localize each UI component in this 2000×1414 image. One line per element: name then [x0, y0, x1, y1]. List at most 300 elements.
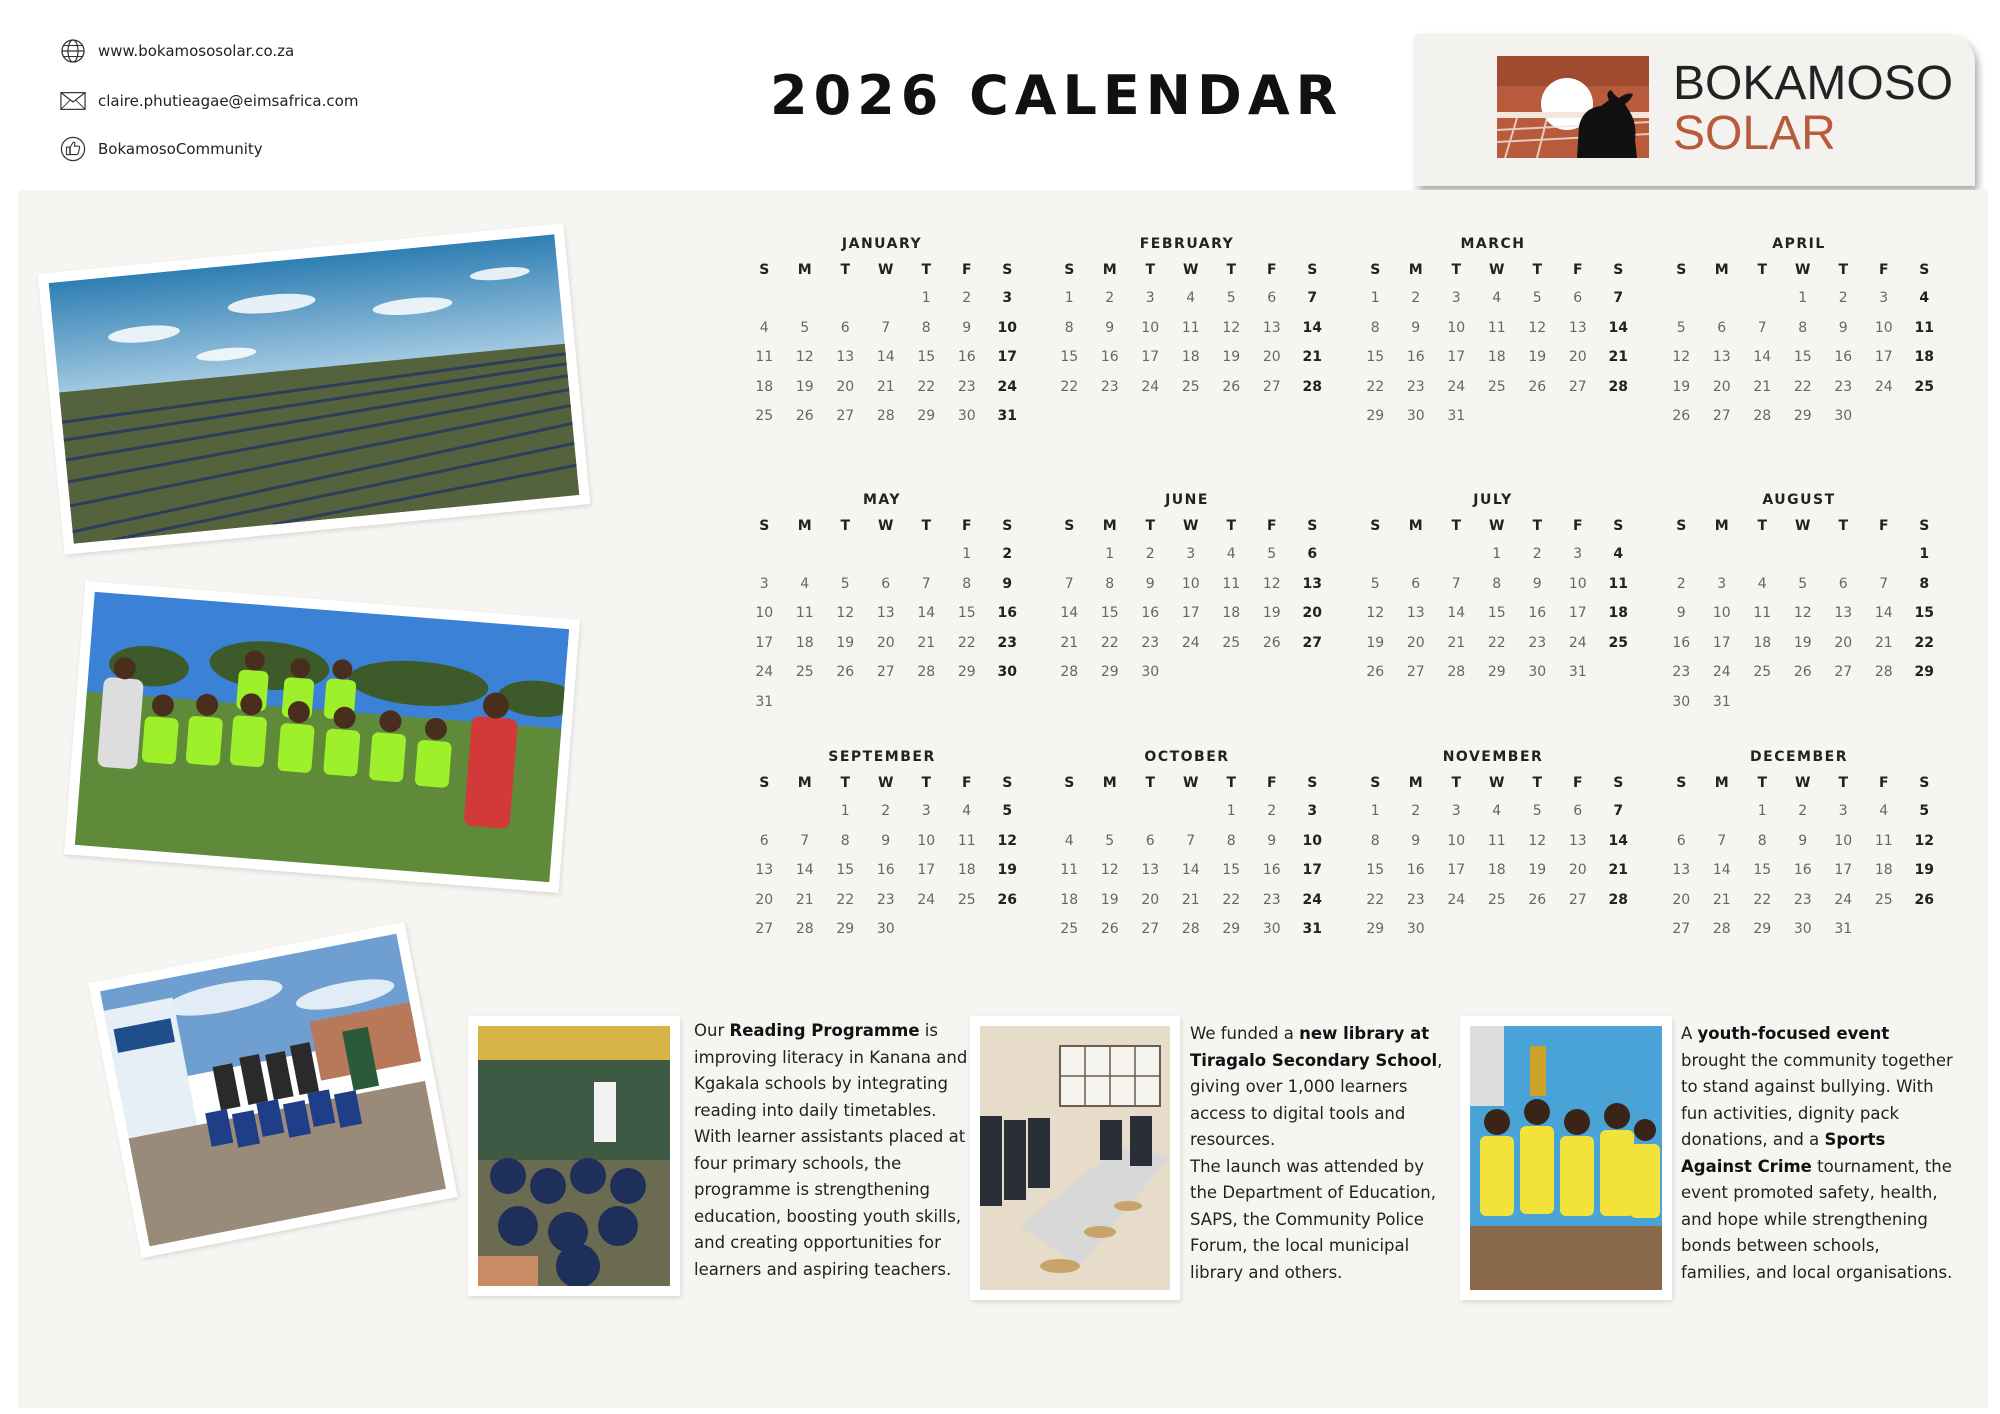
weekday-header: T — [1451, 775, 1462, 791]
day-cell: 2 — [881, 803, 891, 819]
day-cell: 6 — [1717, 319, 1727, 336]
day-cell: 18 — [1874, 862, 1893, 878]
story-highlight: Reading Programme — [729, 1021, 920, 1040]
empty-cell — [1661, 797, 1702, 827]
day-cell: 30 — [1793, 921, 1812, 937]
day-cell: 24 — [1712, 664, 1731, 680]
day-cell: 28 — [1447, 664, 1466, 680]
weekday-header: T — [840, 518, 851, 534]
day-cell: 11 — [957, 832, 976, 849]
day-cell: 18 — [1487, 349, 1506, 365]
day-cell: 3 — [1879, 290, 1889, 306]
weekday-header: T — [1838, 262, 1849, 278]
weekday-header: S — [759, 775, 770, 791]
day-cell: 14 — [917, 605, 936, 621]
weekday-header: S — [1307, 262, 1318, 278]
contact-social[interactable] — [60, 136, 263, 162]
day-cell: 25 — [1060, 921, 1079, 937]
solar-farm-photo — [38, 223, 591, 554]
weekday-header: S — [1370, 518, 1381, 534]
day-cell: 7 — [1757, 319, 1767, 336]
day-cell: 20 — [1406, 634, 1425, 651]
day-cell: 18 — [1181, 349, 1200, 365]
day-cell: 23 — [1672, 664, 1691, 680]
day-cell: 24 — [1874, 378, 1893, 395]
day-cell: 22 — [836, 891, 855, 908]
weekday-header: T — [1757, 775, 1768, 791]
day-cell: 17 — [1447, 862, 1466, 878]
day-cell: 12 — [1262, 575, 1281, 592]
empty-cell — [1783, 540, 1824, 570]
weekday-header: M — [1102, 518, 1117, 534]
day-cell: 30 — [1834, 408, 1853, 424]
day-cell: 17 — [1834, 862, 1853, 878]
empty-cell — [1702, 284, 1743, 314]
day-cell: 5 — [840, 575, 850, 592]
month-july — [1355, 492, 1631, 688]
youth-event-story — [1681, 1021, 1953, 1286]
day-cell: 20 — [1672, 891, 1691, 908]
day-cell: 23 — [1100, 378, 1119, 395]
logo-card — [1415, 34, 1975, 186]
month-name: SEPTEMBER — [828, 749, 936, 765]
day-cell: 21 — [1608, 349, 1628, 365]
day-cell: 29 — [1366, 921, 1385, 937]
day-cell: 24 — [1141, 378, 1160, 395]
day-cell: 21 — [1302, 349, 1322, 365]
day-cell: 8 — [1919, 575, 1930, 592]
day-cell: 6 — [759, 832, 769, 849]
day-cell: 14 — [1181, 862, 1200, 878]
weekday-header: S — [1613, 262, 1624, 278]
story-text: tournament, the event promoted safety, health, and hope while strengthening bonds between schools, families, and local organisations. — [1681, 1156, 1953, 1282]
day-cell: 24 — [1181, 634, 1200, 651]
day-cell: 4 — [1919, 290, 1930, 306]
day-cell: 9 — [1145, 575, 1155, 592]
day-cell: 22 — [1366, 891, 1385, 908]
day-cell: 21 — [1060, 634, 1079, 651]
day-cell: 11 — [795, 605, 814, 621]
empty-cell — [825, 540, 866, 570]
weekday-header: M — [797, 518, 812, 534]
day-cell: 9 — [1676, 605, 1686, 621]
day-cell: 16 — [1406, 349, 1425, 365]
day-cell: 30 — [1262, 921, 1281, 937]
empty-cell — [1742, 540, 1783, 570]
day-cell: 26 — [1262, 634, 1281, 651]
day-cell: 6 — [881, 575, 891, 592]
day-cell: 12 — [1672, 349, 1691, 365]
day-cell: 8 — [1064, 319, 1074, 336]
reading-programme-story — [694, 1018, 970, 1283]
month-days-grid — [1049, 769, 1325, 945]
day-cell: 29 — [1793, 408, 1812, 424]
weekday-header: T — [1226, 775, 1237, 791]
day-cell: 12 — [795, 349, 814, 365]
day-cell: 20 — [1568, 862, 1587, 878]
story-highlight: new library at Tiragalo Secondary School — [1190, 1024, 1438, 1070]
day-cell: 3 — [1573, 546, 1583, 562]
day-cell: 10 — [1874, 319, 1893, 336]
day-cell: 27 — [836, 408, 855, 424]
day-cell: 2 — [1532, 546, 1542, 562]
day-cell: 26 — [795, 408, 814, 424]
day-cell: 22 — [917, 378, 936, 395]
weekday-header: W — [1489, 518, 1505, 534]
day-cell: 19 — [1366, 634, 1385, 651]
day-cell: 19 — [1100, 891, 1119, 908]
month-name: AUGUST — [1762, 492, 1836, 508]
day-cell: 24 — [917, 891, 936, 908]
weekday-header: T — [1838, 775, 1849, 791]
day-cell: 12 — [1793, 605, 1812, 621]
day-cell: 16 — [1672, 634, 1691, 651]
month-days-grid — [744, 769, 1020, 945]
social-text: BokamosoCommunity — [98, 140, 263, 158]
day-cell: 6 — [1267, 290, 1277, 306]
day-cell: 7 — [1186, 832, 1196, 849]
day-cell: 10 — [997, 319, 1017, 336]
day-cell: 16 — [1528, 605, 1547, 621]
day-cell: 8 — [962, 575, 972, 592]
day-cell: 24 — [755, 664, 774, 680]
weekday-header: F — [1878, 518, 1889, 534]
empty-cell — [1090, 797, 1131, 827]
month-days-grid — [744, 256, 1020, 432]
day-cell: 30 — [1406, 408, 1425, 424]
empty-cell — [1355, 540, 1396, 570]
day-cell: 8 — [921, 319, 931, 336]
day-cell: 25 — [1222, 634, 1241, 651]
day-cell: 25 — [1181, 378, 1200, 395]
day-cell: 14 — [1608, 832, 1628, 849]
day-cell: 18 — [1487, 862, 1506, 878]
day-cell: 6 — [1676, 832, 1686, 849]
day-cell: 21 — [917, 634, 936, 651]
day-cell: 17 — [917, 862, 936, 878]
month-april — [1661, 236, 1937, 432]
contact-website[interactable] — [60, 38, 294, 64]
day-cell: 4 — [1186, 290, 1196, 306]
day-cell: 10 — [755, 605, 774, 621]
weekday-header: M — [1714, 518, 1729, 534]
day-cell: 17 — [1181, 605, 1200, 621]
day-cell: 23 — [997, 634, 1017, 651]
weekday-header: M — [1408, 518, 1423, 534]
day-cell: 8 — [1492, 575, 1502, 592]
month-october — [1049, 749, 1325, 945]
weekday-header: S — [759, 262, 770, 278]
empty-cell — [866, 284, 907, 314]
day-cell: 16 — [957, 349, 976, 365]
day-cell: 27 — [1834, 664, 1853, 680]
day-cell: 23 — [1262, 891, 1281, 908]
day-cell: 17 — [1712, 634, 1731, 651]
day-cell: 25 — [957, 891, 976, 908]
day-cell: 24 — [1834, 891, 1853, 908]
day-cell: 16 — [1406, 862, 1425, 878]
story-text: is improving literacy in Kanana and Kgakala schools by integrating reading into daily timetables. With learner assistants placed at four primary schools, the programme is strengthening education, boosting youth skills, and creating opportunities for learners and aspiring teachers. — [694, 1021, 968, 1279]
day-cell: 19 — [1528, 862, 1547, 878]
day-cell: 21 — [1181, 891, 1200, 908]
day-cell: 19 — [836, 634, 855, 651]
weekday-header: F — [1266, 775, 1277, 791]
empty-cell — [1130, 797, 1171, 827]
page-title: 2026 CALENDAR — [770, 64, 1344, 127]
day-cell: 20 — [1568, 349, 1587, 365]
day-cell: 25 — [1874, 891, 1893, 908]
day-cell: 3 — [1838, 803, 1848, 819]
day-cell: 5 — [1370, 575, 1380, 592]
weekday-header: T — [1532, 262, 1543, 278]
day-cell: 28 — [1608, 891, 1628, 908]
day-cell: 5 — [1676, 319, 1686, 336]
classroom-photo — [468, 1016, 680, 1296]
day-cell: 13 — [876, 605, 895, 621]
day-cell: 10 — [1834, 832, 1853, 849]
day-cell: 4 — [800, 575, 810, 592]
month-name: OCTOBER — [1144, 749, 1230, 765]
empty-cell — [866, 540, 907, 570]
day-cell: 3 — [1451, 290, 1461, 306]
day-cell: 27 — [1302, 634, 1322, 651]
day-cell: 29 — [1222, 921, 1241, 937]
weekday-header: S — [1613, 518, 1624, 534]
day-cell: 1 — [962, 546, 972, 562]
day-cell: 16 — [1793, 862, 1812, 878]
day-cell: 20 — [1262, 349, 1281, 365]
day-cell: 15 — [1753, 862, 1772, 878]
day-cell: 17 — [755, 634, 774, 651]
thumbs-up-icon — [60, 136, 86, 162]
day-cell: 9 — [962, 319, 972, 336]
weekday-header: S — [1676, 262, 1687, 278]
weekday-header: W — [1183, 518, 1199, 534]
weekday-header: W — [1183, 775, 1199, 791]
day-cell: 5 — [1226, 290, 1236, 306]
day-cell: 15 — [1366, 349, 1385, 365]
weekday-header: W — [878, 262, 894, 278]
weekday-header: W — [1489, 262, 1505, 278]
day-cell: 23 — [1793, 891, 1812, 908]
day-cell: 26 — [1366, 664, 1385, 680]
day-cell: 10 — [1447, 832, 1466, 849]
day-cell: 18 — [1060, 891, 1079, 908]
day-cell: 7 — [881, 319, 891, 336]
day-cell: 30 — [1141, 664, 1160, 680]
weekday-header: T — [1532, 775, 1543, 791]
day-cell: 19 — [1528, 349, 1547, 365]
day-cell: 25 — [795, 664, 814, 680]
empty-cell — [906, 540, 947, 570]
month-days-grid — [744, 512, 1020, 717]
day-cell: 2 — [1411, 803, 1421, 819]
day-cell: 11 — [1874, 832, 1893, 849]
day-cell: 3 — [759, 575, 769, 592]
story-text: , giving over 1,000 learners access to digital tools and resources. — [1190, 1050, 1443, 1149]
day-cell: 12 — [997, 832, 1017, 849]
weekday-header: F — [961, 518, 972, 534]
day-cell: 8 — [840, 832, 850, 849]
day-cell: 31 — [1568, 664, 1587, 680]
empty-cell — [1823, 540, 1864, 570]
day-cell: 20 — [1712, 378, 1731, 395]
weekday-header: T — [840, 775, 851, 791]
day-cell: 28 — [1753, 408, 1772, 424]
day-cell: 5 — [1002, 803, 1013, 819]
month-name: JUNE — [1165, 492, 1209, 508]
contact-email[interactable] — [60, 88, 358, 114]
day-cell: 24 — [1447, 891, 1466, 908]
day-cell: 28 — [1060, 664, 1079, 680]
day-cell: 13 — [1568, 319, 1587, 336]
month-days-grid — [1355, 512, 1631, 688]
day-cell: 22 — [957, 634, 976, 651]
weekday-header: S — [1676, 518, 1687, 534]
weekday-header: M — [1714, 775, 1729, 791]
weekday-header: M — [797, 262, 812, 278]
day-cell: 14 — [1302, 319, 1322, 336]
day-cell: 21 — [795, 891, 814, 908]
weekday-header: S — [1002, 518, 1013, 534]
day-cell: 24 — [997, 378, 1017, 395]
weekday-header: F — [961, 262, 972, 278]
website-text: www.bokamososolar.co.za — [98, 42, 295, 60]
day-cell: 8 — [1798, 319, 1808, 336]
day-cell: 30 — [1672, 693, 1691, 710]
empty-cell — [1436, 540, 1477, 570]
day-cell: 14 — [795, 862, 814, 878]
day-cell: 3 — [1717, 575, 1727, 592]
day-cell: 21 — [1447, 634, 1466, 651]
day-cell: 15 — [1487, 605, 1506, 621]
day-cell: 2 — [1105, 290, 1115, 306]
month-january — [744, 236, 1020, 432]
weekday-header: S — [1370, 262, 1381, 278]
day-cell: 30 — [876, 921, 895, 937]
day-cell: 29 — [1366, 408, 1385, 424]
month-days-grid — [1661, 769, 1937, 945]
day-cell: 8 — [1370, 319, 1380, 336]
day-cell: 1 — [1370, 290, 1380, 306]
day-cell: 30 — [997, 664, 1017, 680]
day-cell: 10 — [1568, 575, 1587, 592]
weekday-header: F — [1266, 262, 1277, 278]
day-cell: 9 — [1105, 319, 1115, 336]
day-cell: 22 — [1100, 634, 1119, 651]
day-cell: 6 — [1573, 803, 1583, 819]
day-cell: 4 — [1613, 546, 1624, 562]
day-cell: 22 — [1753, 891, 1772, 908]
weekday-header: F — [961, 775, 972, 791]
story-highlight: Sports Against Crime — [1681, 1130, 1886, 1176]
day-cell: 26 — [1672, 408, 1691, 424]
day-cell: 16 — [1100, 349, 1119, 365]
day-cell: 1 — [921, 290, 931, 306]
day-cell: 7 — [1717, 832, 1727, 849]
day-cell: 7 — [800, 832, 810, 849]
day-cell: 1 — [1757, 803, 1767, 819]
day-cell: 16 — [997, 605, 1017, 621]
weekday-header: S — [1307, 518, 1318, 534]
month-name: JANUARY — [841, 236, 923, 252]
day-cell: 4 — [1226, 546, 1236, 562]
day-cell: 5 — [1532, 290, 1542, 306]
day-cell: 19 — [1793, 634, 1812, 651]
weekday-header: W — [1795, 775, 1811, 791]
weekday-header: T — [1757, 518, 1768, 534]
month-days-grid — [1661, 512, 1937, 717]
day-cell: 28 — [1608, 378, 1628, 395]
day-cell: 26 — [1222, 378, 1241, 395]
day-cell: 26 — [1100, 921, 1119, 937]
day-cell: 25 — [1487, 378, 1506, 395]
day-cell: 23 — [1141, 634, 1160, 651]
day-cell: 8 — [1105, 575, 1115, 592]
day-cell: 14 — [1060, 605, 1079, 621]
day-cell: 7 — [921, 575, 931, 592]
weekday-header: S — [1370, 775, 1381, 791]
day-cell: 2 — [1267, 803, 1277, 819]
day-cell: 26 — [836, 664, 855, 680]
weekday-header: S — [1919, 775, 1930, 791]
day-cell: 20 — [1141, 891, 1160, 908]
weekday-header: M — [797, 775, 812, 791]
weekday-header: M — [1408, 262, 1423, 278]
day-cell: 11 — [1487, 319, 1506, 336]
day-cell: 2 — [1411, 290, 1421, 306]
day-cell: 15 — [917, 349, 936, 365]
story-text: brought the community together to stand against bullying. With fun activities, dignity pack donations, and a — [1681, 1050, 1953, 1149]
day-cell: 6 — [1411, 575, 1421, 592]
day-cell: 28 — [876, 408, 895, 424]
day-cell: 18 — [1914, 349, 1934, 365]
day-cell: 26 — [1793, 664, 1812, 680]
day-cell: 7 — [1879, 575, 1889, 592]
weekday-header: T — [1757, 262, 1768, 278]
day-cell: 21 — [1753, 378, 1772, 395]
library-story — [1190, 1021, 1446, 1286]
month-name: APRIL — [1772, 236, 1826, 252]
day-cell: 5 — [1919, 803, 1930, 819]
day-cell: 10 — [1302, 832, 1322, 849]
weekday-header: T — [1145, 775, 1156, 791]
day-cell: 25 — [1753, 664, 1772, 680]
day-cell: 14 — [1712, 862, 1731, 878]
day-cell: 11 — [1487, 832, 1506, 849]
day-cell: 17 — [997, 349, 1017, 365]
day-cell: 17 — [1302, 862, 1322, 878]
day-cell: 3 — [1145, 290, 1155, 306]
day-cell: 13 — [1834, 605, 1853, 621]
day-cell: 30 — [957, 408, 976, 424]
day-cell: 15 — [836, 862, 855, 878]
day-cell: 3 — [1186, 546, 1196, 562]
day-cell: 11 — [1608, 575, 1628, 592]
day-cell: 2 — [1145, 546, 1155, 562]
day-cell: 10 — [1181, 575, 1200, 592]
day-cell: 4 — [962, 803, 972, 819]
day-cell: 2 — [962, 290, 972, 306]
month-days-grid — [1049, 512, 1325, 688]
empty-cell — [1396, 540, 1437, 570]
day-cell: 14 — [876, 349, 895, 365]
day-cell: 24 — [1302, 891, 1322, 908]
weekday-header: S — [1064, 775, 1075, 791]
weekday-header: T — [921, 775, 932, 791]
day-cell: 17 — [1141, 349, 1160, 365]
day-cell: 14 — [1608, 319, 1628, 336]
